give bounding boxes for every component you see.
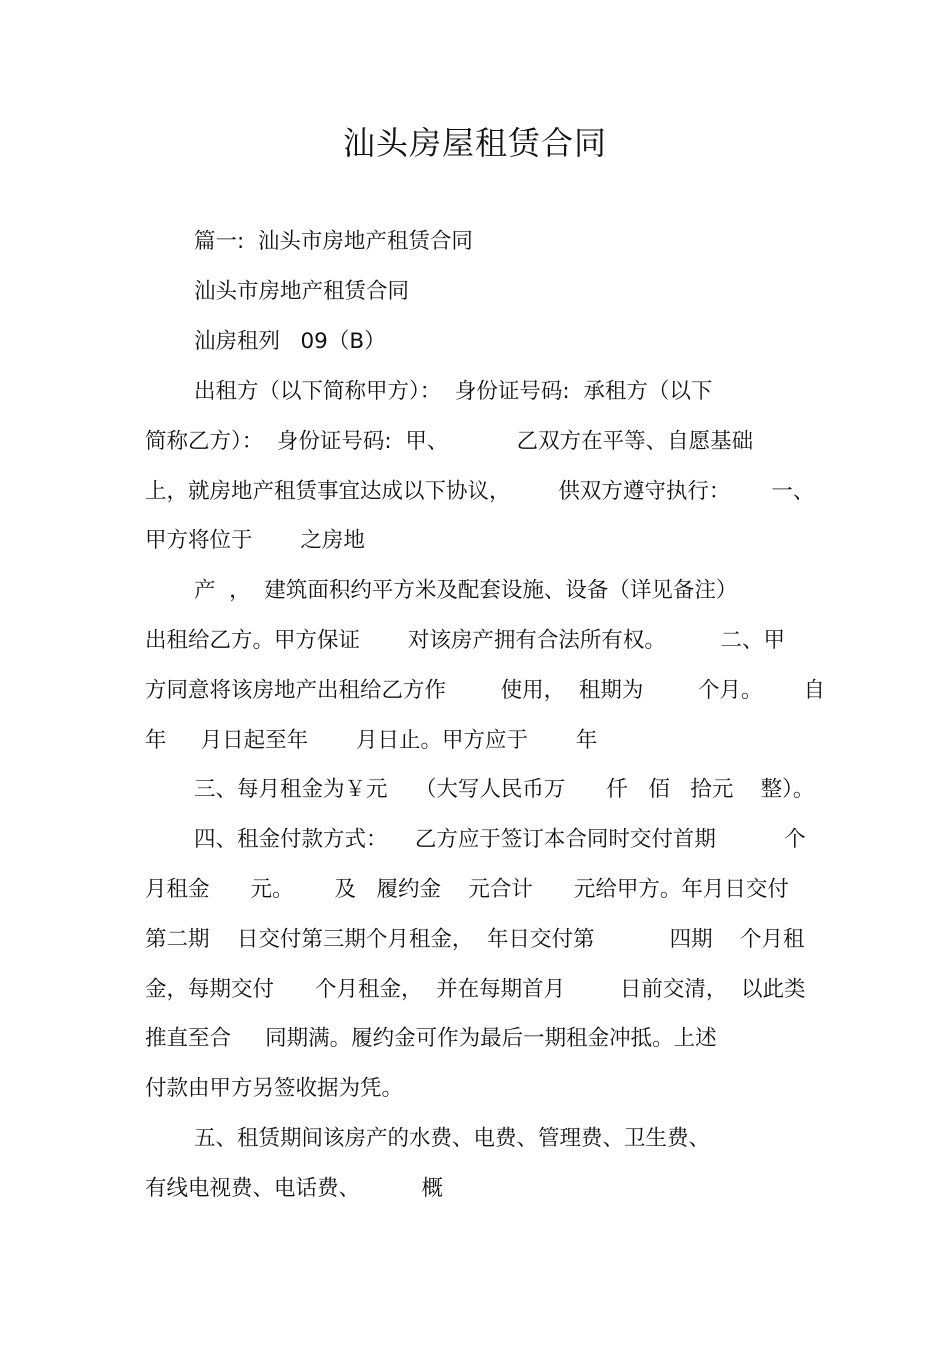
text-line: 月租金 元。 及 履约金 元合计 元给甲方。年月日交付 bbox=[145, 877, 789, 902]
text-line: 篇一: 汕头市房地产租赁合同 bbox=[194, 229, 473, 254]
text-line: 上，就房地产租赁事宜达成以下协议， 供双方遵守执行： 一、 bbox=[145, 479, 815, 504]
text-line: 汕房租列 09（B） bbox=[194, 329, 386, 354]
text-line: 金，每期交付 个月租金， 并在每期首月 日前交清， 以此类 bbox=[145, 977, 806, 1002]
text-line: 有线电视费、电话费、 概 bbox=[145, 1176, 444, 1201]
text-line: 四、租金付款方式： 乙方应于签订本合同时交付首期 个 bbox=[194, 827, 806, 852]
text-line: 推直至合 同期满。履约金可作为最后一期租金冲抵。上述 bbox=[145, 1026, 717, 1051]
document-title: 汕头房屋租赁合同 bbox=[342, 124, 607, 162]
text-line: 出租方（以下简称甲方）： 身份证号码: 承租方（以下 bbox=[194, 379, 713, 404]
text-line: 付款由甲方另签收据为凭。 bbox=[145, 1076, 404, 1101]
text-line: 产 ， 建筑面积约平方米及配套设施、设备（详见备注） bbox=[194, 578, 738, 603]
text-line: 汕头市房地产租赁合同 bbox=[194, 279, 410, 304]
text-line: 简称乙方）： 身份证号码: 甲、 乙双方在平等、自愿基础 bbox=[145, 429, 754, 454]
text-line: 第二期 日交付第三期个月租金， 年日交付第 四期 个月租 bbox=[145, 927, 805, 952]
text-line: 方同意将该房地产出租给乙方作 使用， 租期为 个月。 自 bbox=[145, 678, 826, 703]
text-line: 年 月日起至年 月日止。甲方应于 年 bbox=[145, 728, 598, 753]
text-line: 五、租赁期间该房产的水费、电费、管理费、卫生费、 bbox=[194, 1126, 711, 1151]
text-line: 出租给乙方。甲方保证 对该房产拥有合法所有权。 二、甲 bbox=[145, 628, 786, 653]
text-line: 三、每月租金为￥元 （大写人民币万 仟 佰 拾元 整）。 bbox=[194, 777, 815, 802]
text-line: 甲方将位于 之房地 bbox=[145, 528, 365, 553]
